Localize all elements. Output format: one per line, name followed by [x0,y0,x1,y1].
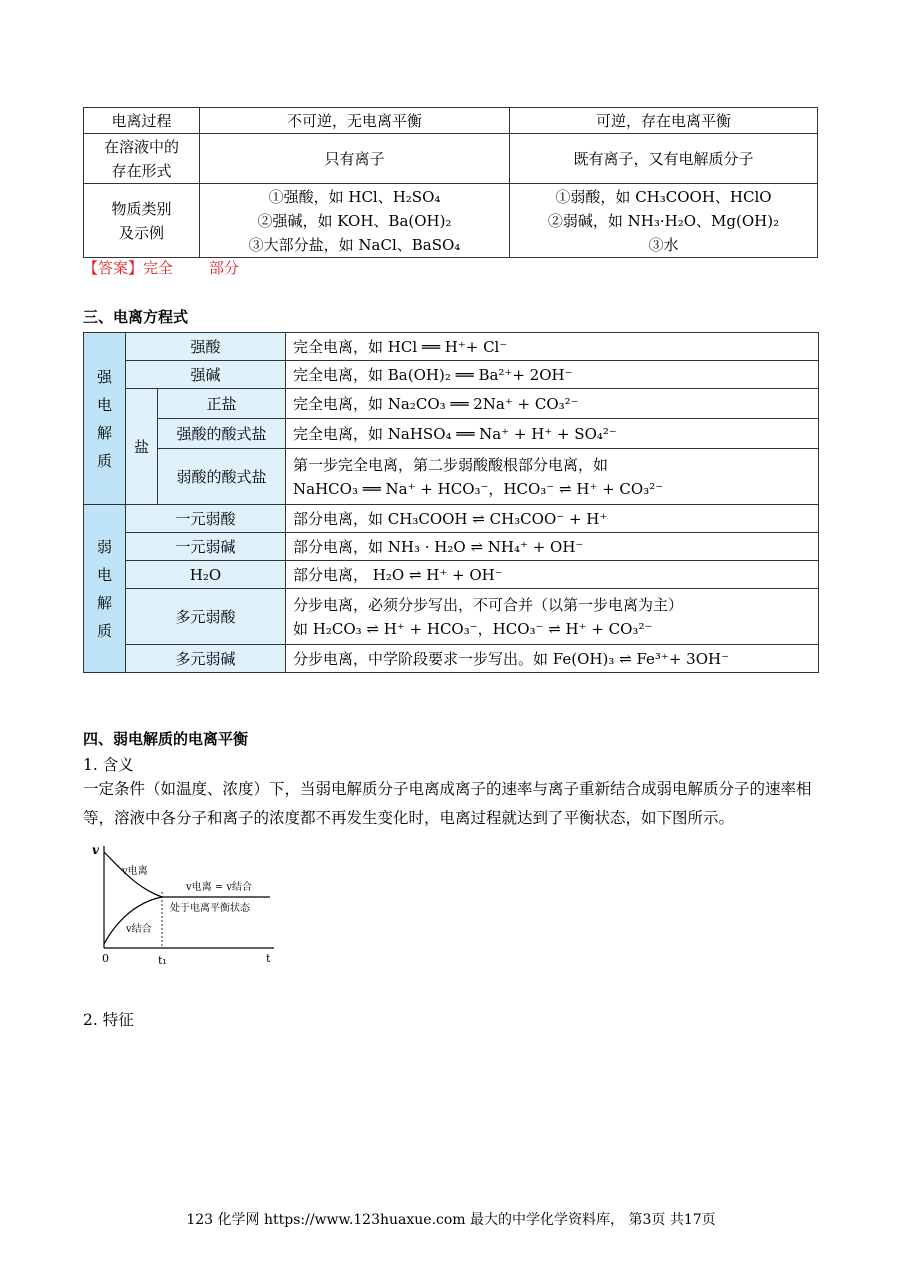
type-desc: 完全电离，如 NaHSO₄ ══ Na⁺ + H⁺ + SO₄²⁻ [286,419,819,449]
answer-value: 完全 [143,259,174,277]
weak-cell: ①弱酸，如 CH₃COOH、HClO ②弱碱，如 NH₃·H₂O、Mg(OH)₂ ③水 [510,184,818,258]
row-label: 在溶液中的 存在形式 [84,134,200,184]
type-name: 一元弱酸 [126,505,286,533]
row-label: 电离过程 [84,108,200,134]
item-heading: 2. 特征 [83,1011,134,1029]
weak-cell: 可逆，存在电离平衡 [510,108,818,134]
salt-label: 盐 [126,389,158,505]
page-footer: 123 化学网 https://www.123huaxue.com 最大的中学化学资料库， 第3页 共17页 [186,1212,716,1228]
type-desc: 部分电离，如 CH₃COOH ⇌ CH₃COO⁻ + H⁺ [286,505,819,533]
strong-cell: 只有离子 [200,134,510,184]
ionization-equation-table [83,332,819,673]
paragraph: 一定条件（如温度、浓度）下，当弱电解质分子电离成离子的速率与离子重新结合成弱电解质分子的速率相等，溶液中各分子和离子的浓度都不再发生变化时，电离过程就达到了平衡状态，如下图所示。 [83,780,812,827]
strong-cell: 不可逆，无电离平衡 [200,108,510,134]
type-desc: 完全电离，如 HCl ══ H⁺+ Cl⁻ [286,333,819,361]
origin-label: 0 [102,952,109,965]
type-desc: 第一步完全电离，第二步弱酸酸根部分电离，如 NaHCO₃ ══ Na⁺ + HCO₃⁻，HCO₃⁻ ⇌ H⁺ + CO₃²⁻ [286,449,819,505]
weak-cell: 既有离子，又有电解质分子 [510,134,818,184]
equal-label: v电离 = v结合 [186,882,253,893]
weak-electrolyte-label: 弱电解质 [84,505,126,673]
comparison-table [83,107,818,258]
state-label: 处于电离平衡状态 [170,903,250,914]
strong-cell: ①强酸，如 HCl、H₂SO₄ ②强碱，如 KOH、Ba(OH)₂ ③大部分盐，如 NaCl、BaSO₄ [200,184,510,258]
type-name: 多元弱酸 [126,589,286,645]
equilibrium-figure [92,840,282,970]
section-heading: 三、电离方程式 [83,308,189,326]
y-axis-label: v [92,843,99,857]
answer-line [83,257,239,278]
type-desc: 完全电离，如 Ba(OH)₂ ══ Ba²⁺+ 2OH⁻ [286,361,819,389]
item-heading: 1. 含义 [83,756,134,774]
type-desc: 部分电离，如 NH₃ · H₂O ⇌ NH₄⁺ + OH⁻ [286,533,819,561]
type-name: H₂O [126,561,286,589]
type-desc: 分步电离，必须分步写出，不可合并（以第一步电离为主） 如 H₂CO₃ ⇌ H⁺ + HCO₃⁻，HCO₃⁻ ⇌ H⁺ + CO₃²⁻ [286,589,819,645]
answer-tag: 【答案】 [83,259,144,277]
x-axis-label: t [266,952,271,965]
curve-label-ionize: v电离 [122,866,148,877]
type-name: 多元弱碱 [126,645,286,673]
type-desc: 完全电离，如 Na₂CO₃ ══ 2Na⁺ + CO₃²⁻ [286,389,819,419]
row-label: 物质类别 及示例 [84,184,200,258]
t1-label: t₁ [158,954,167,967]
type-desc: 部分电离， H₂O ⇌ H⁺ + OH⁻ [286,561,819,589]
answer-value: 部分 [209,259,240,277]
type-name: 正盐 [158,389,286,419]
type-name: 强碱 [126,361,286,389]
type-name: 强酸 [126,333,286,361]
type-desc: 分步电离，中学阶段要求一步写出。如 Fe(OH)₃ ⇌ Fe³⁺+ 3OH⁻ [286,645,819,673]
type-name: 强酸的酸式盐 [158,419,286,449]
section-heading: 四、弱电解质的电离平衡 [83,730,249,748]
type-name: 弱酸的酸式盐 [158,449,286,505]
type-name: 一元弱碱 [126,533,286,561]
curve-label-combine: v结合 [126,924,152,935]
strong-electrolyte-label: 强电解质 [84,333,126,505]
